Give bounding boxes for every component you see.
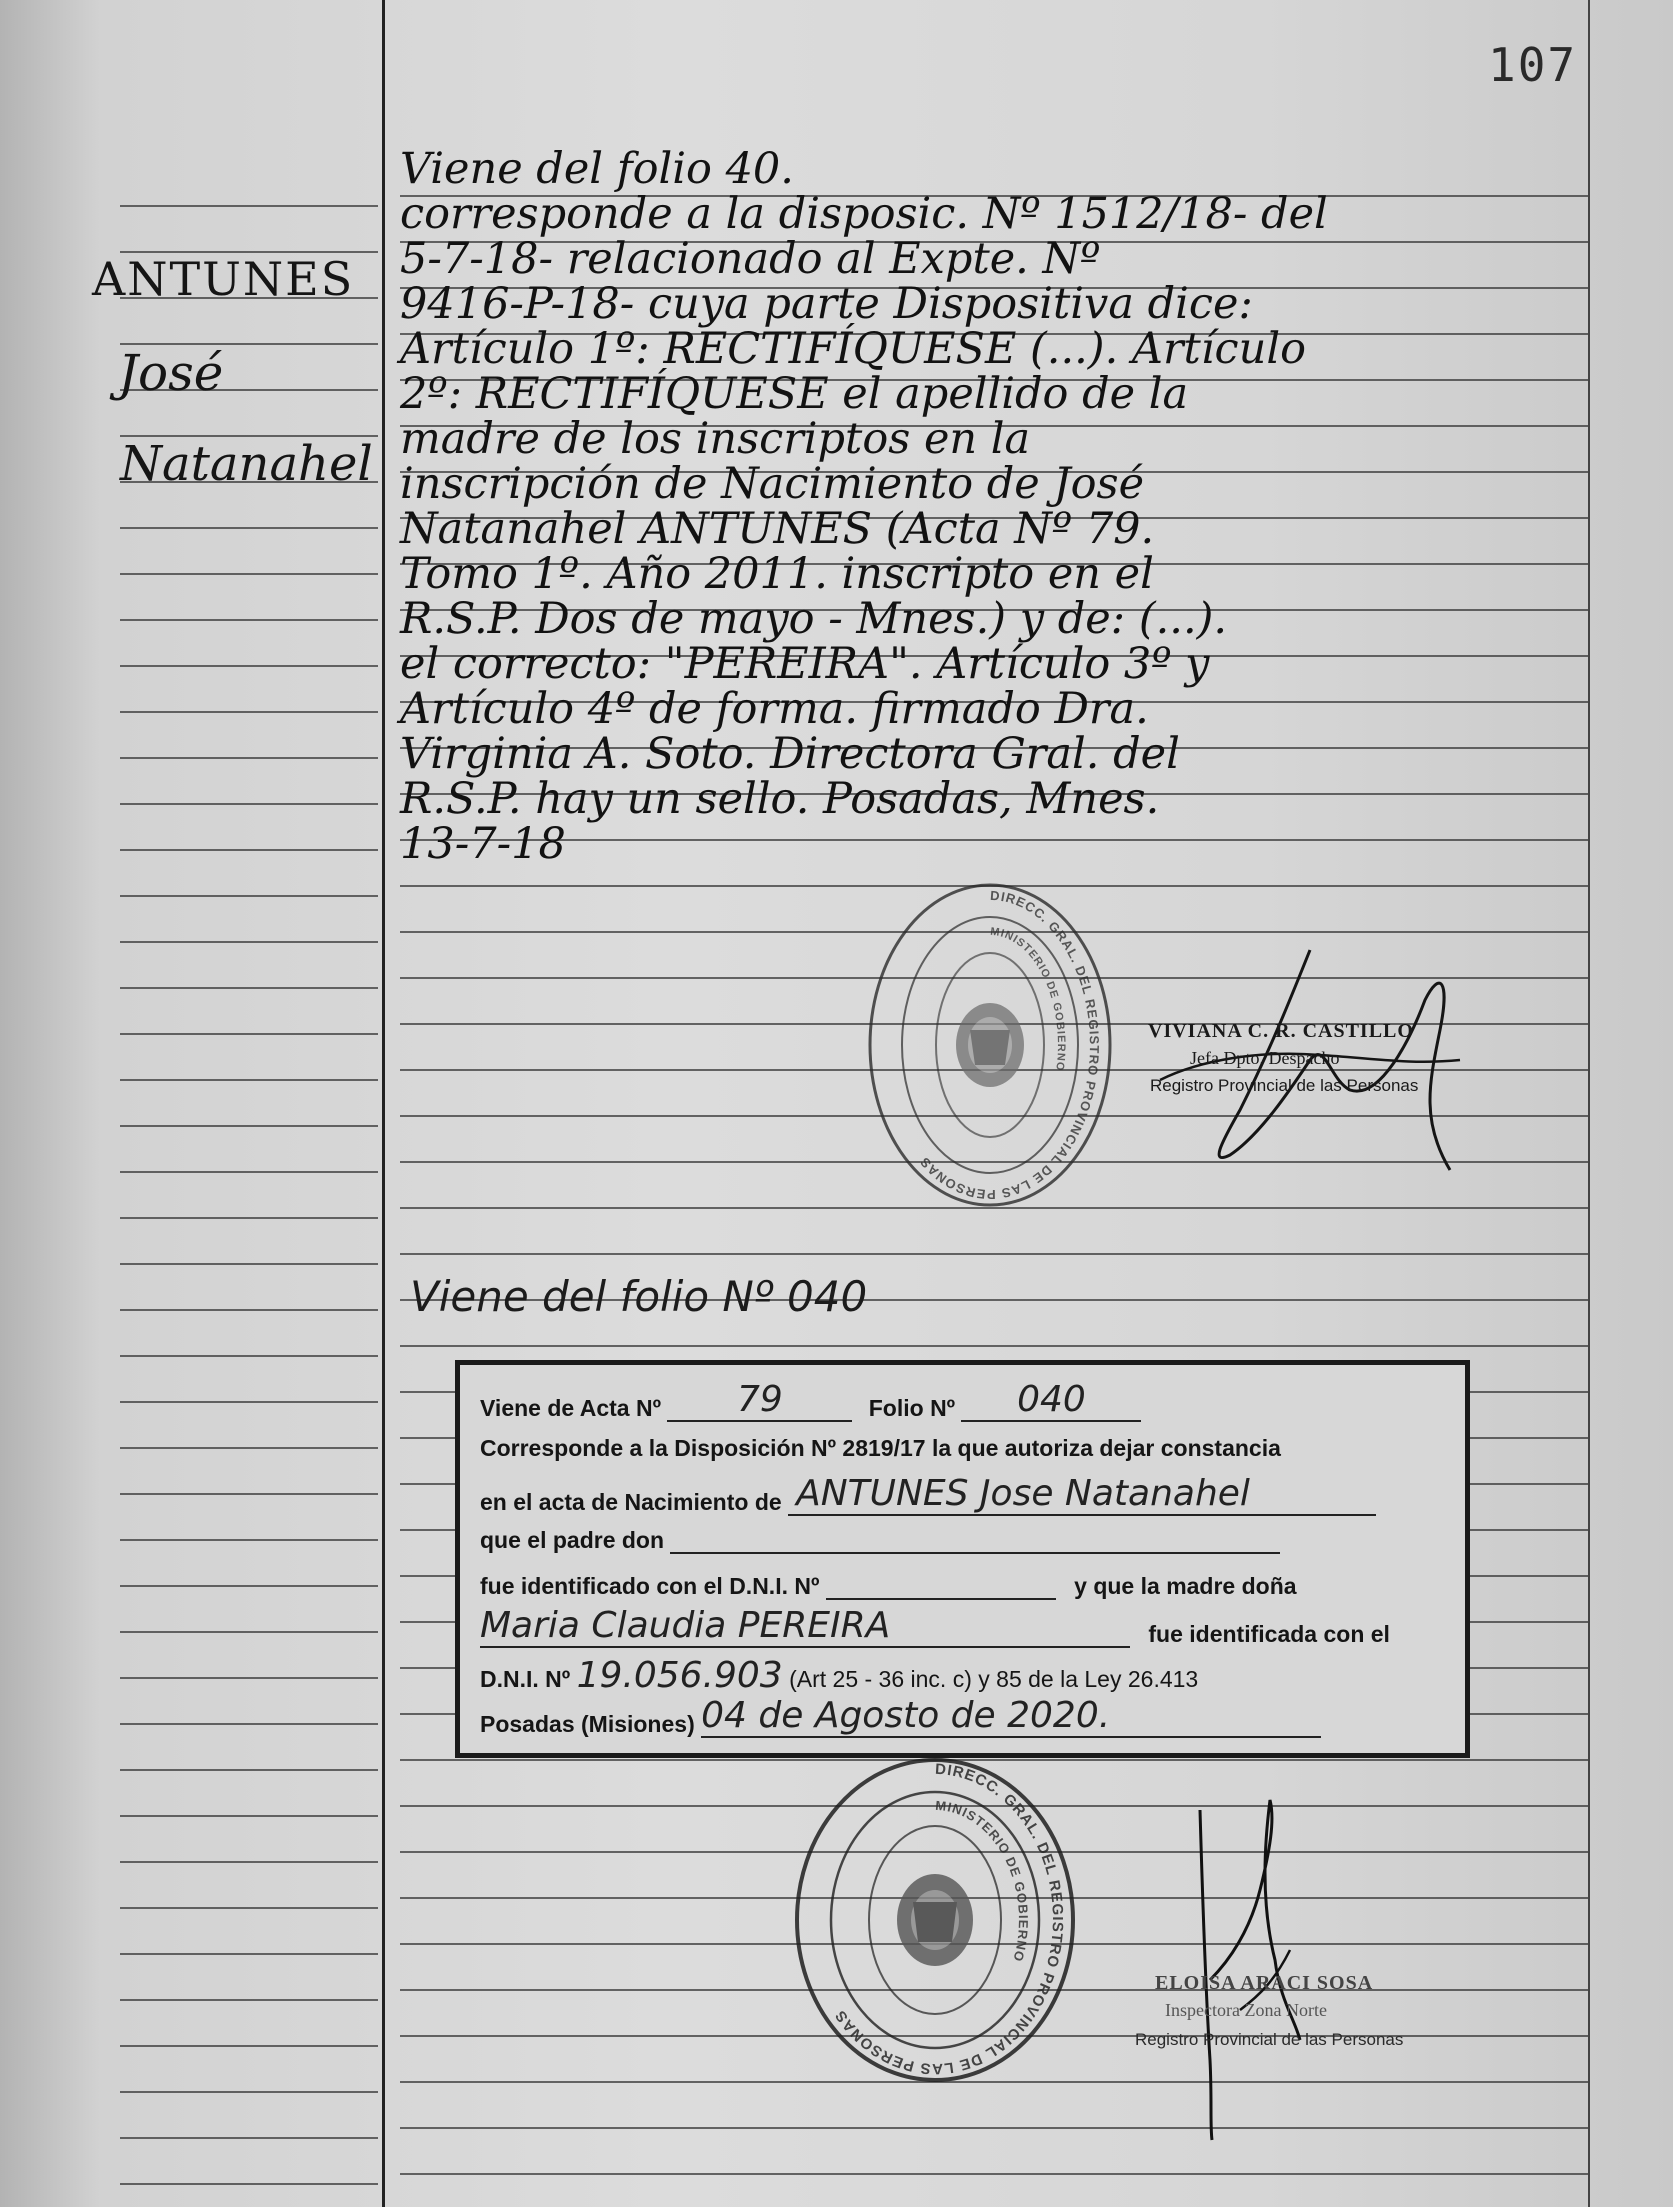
official-stamp [865, 880, 1115, 1220]
annotation-line: R.S.P. hay un sello. Posadas, Mnes. [400, 774, 1160, 824]
place-label: Posadas (Misiones) [480, 1711, 695, 1737]
annotation-line: R.S.P. Dos de mayo - Mnes.) y de: (...). [400, 594, 1228, 644]
stamp-outer-text: DIRECC. GRAL. DEL REGISTRO PROVINCIAL DE LAS PERSONAS [916, 887, 1103, 1203]
father-dni-label: fue identificado con el D.N.I. Nº [480, 1573, 820, 1599]
form-line-acta [480, 1379, 1141, 1422]
stamp-2-outer-text: DIRECC. GRAL. DEL REGISTRO PROVINCIAL DE LAS PERSONAS [831, 1760, 1067, 2078]
acta-nacimiento-label: en el acta de Nacimiento de [480, 1489, 782, 1515]
inscribed-name: ANTUNES Jose Natanahel [796, 1473, 1250, 1514]
margin-rule [120, 1033, 378, 1035]
annotation-line: corresponde a la disposic. Nº 1512/18- del [400, 189, 1328, 239]
margin-rule [120, 1309, 378, 1311]
margin-rule [120, 1079, 378, 1081]
margin-given-name-1: José [118, 344, 224, 402]
margin-rule [120, 987, 378, 989]
annotation-line: 13-7-18 [400, 819, 566, 869]
margin-rule [120, 2183, 378, 2185]
margin-rule [120, 665, 378, 667]
official-stamp-2 [790, 1752, 1080, 2092]
margin-rule [120, 711, 378, 713]
father-blank [670, 1530, 1280, 1554]
mother-label: y que la madre doña [1074, 1573, 1297, 1599]
margin-rule [120, 1953, 378, 1955]
acta-value: 79 [736, 1379, 783, 1420]
dni-label: D.N.I. Nº [480, 1666, 571, 1692]
signatory-title: Jefa Dpto. Despacho [1190, 1048, 1340, 1068]
main-rule [400, 2127, 1588, 2129]
column-divider [382, 0, 385, 2207]
form-line-acta-nacimiento [480, 1473, 1376, 1516]
annotation-line: Viene del folio 40. [400, 144, 794, 194]
margin-rule [120, 941, 378, 943]
margin-rule [120, 1907, 378, 1909]
margin-rule [120, 757, 378, 759]
margin-rule [120, 205, 378, 207]
margin-rule [120, 1171, 378, 1173]
margin-rule [120, 2137, 378, 2139]
form-line-dni [480, 1655, 1198, 1696]
margin-rule [120, 1769, 378, 1771]
dni-value: 19.056.903 [576, 1655, 783, 1696]
margin-rule [120, 2091, 378, 2093]
annotation-heading: Viene del folio Nº 040 [410, 1272, 868, 1321]
margin-rule [120, 1263, 378, 1265]
annotation-line: Virginia A. Soto. Directora Gral. del [400, 729, 1180, 779]
form-line-father [480, 1527, 1280, 1554]
margin-rule [120, 1447, 378, 1449]
folio-value: 040 [1017, 1379, 1086, 1420]
annotation-line: el correcto: "PEREIRA". Artículo 3º y [400, 639, 1210, 689]
mother-name: Maria Claudia PEREIRA [480, 1605, 891, 1646]
father-label: que el padre don [480, 1527, 665, 1553]
annotation-line: madre de los inscriptos en la [400, 414, 1031, 464]
margin-rule [120, 803, 378, 805]
margin-rule [120, 1585, 378, 1587]
annotation-line: Artículo 1º: RECTIFÍQUESE (...). Artículo [400, 324, 1306, 374]
margin-rule [120, 1861, 378, 1863]
signatory-office: Registro Provincial de las Personas [1150, 1076, 1419, 1095]
main-rule [400, 1253, 1588, 1255]
margin-rule [120, 895, 378, 897]
folio-number: 107 [1488, 38, 1578, 92]
annotation-line: Artículo 4º de forma. firmado Dra. [400, 684, 1149, 734]
margin-given-name-2: Natanahel [120, 436, 373, 492]
margin-rule [120, 1125, 378, 1127]
signatory-2-office: Registro Provincial de las Personas [1135, 2030, 1404, 2049]
annotation-line: inscripción de Nacimiento de José [400, 459, 1145, 509]
handwritten-signature-2 [1180, 1780, 1340, 2150]
margin-rule [120, 1539, 378, 1541]
signatory-2-name: ELOISA ARACI SOSA [1155, 1972, 1374, 1994]
annotation-line: 5-7-18- relacionado al Expte. Nº [400, 234, 1101, 284]
margin-rule [120, 1723, 378, 1725]
form-line-place-date [480, 1695, 1321, 1738]
coat-of-arms-icon [956, 1003, 1024, 1087]
marginal-note-form [455, 1360, 1470, 1758]
margin-rule [120, 1631, 378, 1633]
legal-reference: (Art 25 - 36 inc. c) y 85 de la Ley 26.413 [789, 1666, 1199, 1692]
annotation-line: Tomo 1º. Año 2011. inscripto en el [400, 549, 1154, 599]
main-rule [400, 1345, 1588, 1347]
father-dni-blank [826, 1576, 1056, 1600]
margin-rule [120, 1677, 378, 1679]
margin-rule [120, 573, 378, 575]
coat-of-arms-icon [897, 1874, 973, 1966]
date-value: 04 de Agosto de 2020. [701, 1695, 1111, 1736]
stamp-inner-text: MINISTERIO DE GOBIERNO [989, 925, 1067, 1073]
folio-label: Folio Nº [868, 1395, 956, 1421]
margin-rule [120, 527, 378, 529]
annotation-line: Natanahel ANTUNES (Acta Nº 79. [400, 504, 1155, 554]
annotation-line: 9416-P-18- cuya parte Dispositiva dice: [400, 279, 1253, 329]
form-line-mother [480, 1605, 1390, 1648]
stamp-2-inner-text: MINISTERIO DE GOBIERNO [934, 1797, 1032, 1964]
mother-id-text: fue identificada con el [1148, 1621, 1390, 1647]
margin-rule [120, 1815, 378, 1817]
acta-label: Viene de Acta Nº [480, 1395, 661, 1421]
form-line-disposicion: Corresponde a la Disposición Nº 2819/17 la que autoriza dejar constancia [480, 1435, 1281, 1461]
margin-rule [120, 849, 378, 851]
right-border [1588, 0, 1590, 2207]
margin-rule [120, 1401, 378, 1403]
margin-rule [120, 1217, 378, 1219]
margin-rule [120, 1999, 378, 2001]
signatory-2-title: Inspectora Zona Norte [1165, 2000, 1327, 2020]
main-rule [400, 839, 1588, 841]
margin-rule [120, 1493, 378, 1495]
main-rule [400, 2173, 1588, 2175]
margin-surname: ANTUNES [92, 252, 355, 306]
signatory-name: VIVIANA C. R. CASTILLO [1148, 1020, 1414, 1042]
form-line-father-dni [480, 1573, 1297, 1600]
margin-rule [120, 2045, 378, 2047]
annotation-line: 2º: RECTIFÍQUESE el apellido de la [400, 369, 1189, 419]
margin-rule [120, 1355, 378, 1357]
margin-rule [120, 619, 378, 621]
